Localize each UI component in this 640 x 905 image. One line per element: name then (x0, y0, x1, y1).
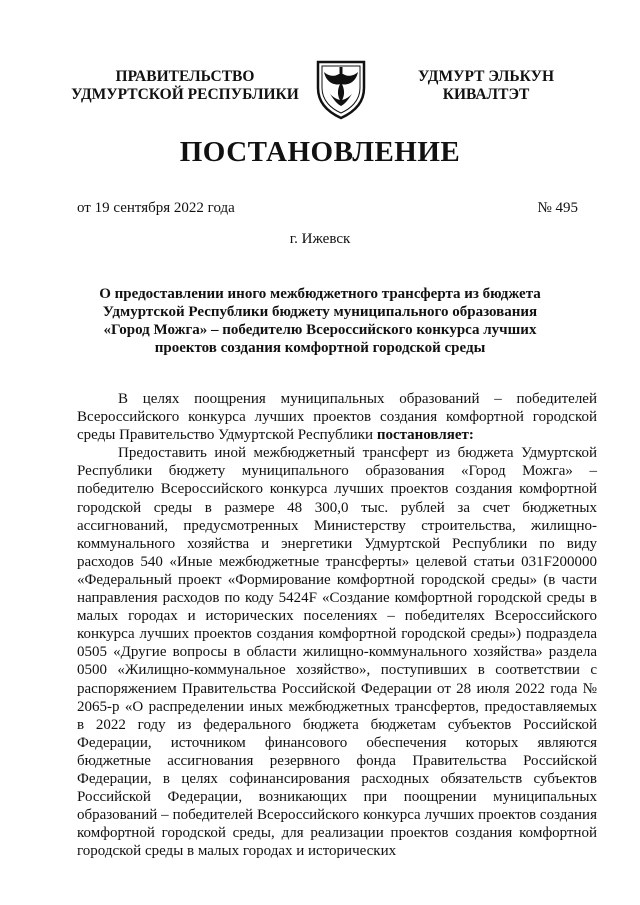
document-city: г. Ижевск (289, 231, 351, 247)
preamble-text: В целях поощрения муниципальных образований – победителей Всероссийского конкурса лучших проектов создания комфортной городской среды Правительство Удмуртской Республики (77, 391, 597, 444)
subject-line: проектов создания комфортной городской среды (154, 340, 486, 356)
government-name-russian-line2: УДМУРТСКОЙ РЕСПУБЛИКИ (71, 86, 299, 103)
government-name-udmurt-line2: КИВАЛТЭТ (442, 86, 530, 103)
document-date: от 19 сентября 2022 года (77, 200, 235, 216)
document-number: № 495 (537, 200, 578, 216)
document-subject (90, 285, 550, 357)
subject-line: О предоставлении иного межбюджетного трансферта из бюджета (99, 286, 541, 302)
government-name-russian (66, 68, 304, 104)
resolves-keyword: постановляет: (376, 427, 474, 444)
subject-line: «Город Можга» – победителю Всероссийского конкурса лучших (103, 322, 537, 338)
body-paragraph-preamble (77, 390, 597, 444)
body-paragraph-resolution: Предоставить иной межбюджетный трансферт из бюджета Удмуртской Республики бюджету муниципального образования «Город Можга» – победителю Всероссийского конкурса лучших проектов создания комфортной городской среды в размере 48 300,0 тыс. рублей за счет бюджетных ассигнований, предусмотренных Министерству строительства, жилищно-коммунального хозяйства и энергетики Удмуртской Республики по виду расходов 540 «Иные межбюджетные трансферты» целевой статьи 031F200000 «Федеральный проект «Формирование комфортной городской среды» (в части направления расходов по коду 5424F «Создание комфортной городской среды в малых городах и исторических поселениях – победителях Всероссийского конкурса лучших проектов создания комфортной городской среды») подраздела 0505 «Другие вопросы в области жилищно-коммунального хозяйства» раздела 0500 «Жилищно-коммунальное хозяйство», поступивших в соответствии с распоряжением Правительства Российской Федерации от 28 июля 2022 года № 2065-р «О распределении иных межбюджетных трансфертов, предоставляемых в 2022 году из федерального бюджета бюджетам субъектов Российской Федерации, источником финансового обеспечения которых являются бюджетные ассигнования резервного фонда Правительства Российской Федерации, в целях софинансирования расходных обязательств субъектов Российской Федерации, возникающих при поощрении муниципальных образований – победителей Всероссийского конкурса лучших проектов создания комфортной городской среды, для реализации проектов создания комфортной городской среды в малых городах и исторических (77, 445, 597, 860)
government-name-udmurt-line1: УДМУРТ ЭЛЬКУН (417, 68, 555, 85)
subject-line: Удмуртской Республики бюджету муниципального образования (102, 304, 538, 320)
document-body (77, 390, 597, 860)
document-title: ПОСТАНОВЛЕНИЕ (179, 136, 461, 168)
government-name-udmurt (400, 68, 572, 104)
udmurt-coat-of-arms-icon (312, 58, 370, 120)
government-name-russian-line1: ПРАВИТЕЛЬСТВО (115, 68, 255, 85)
